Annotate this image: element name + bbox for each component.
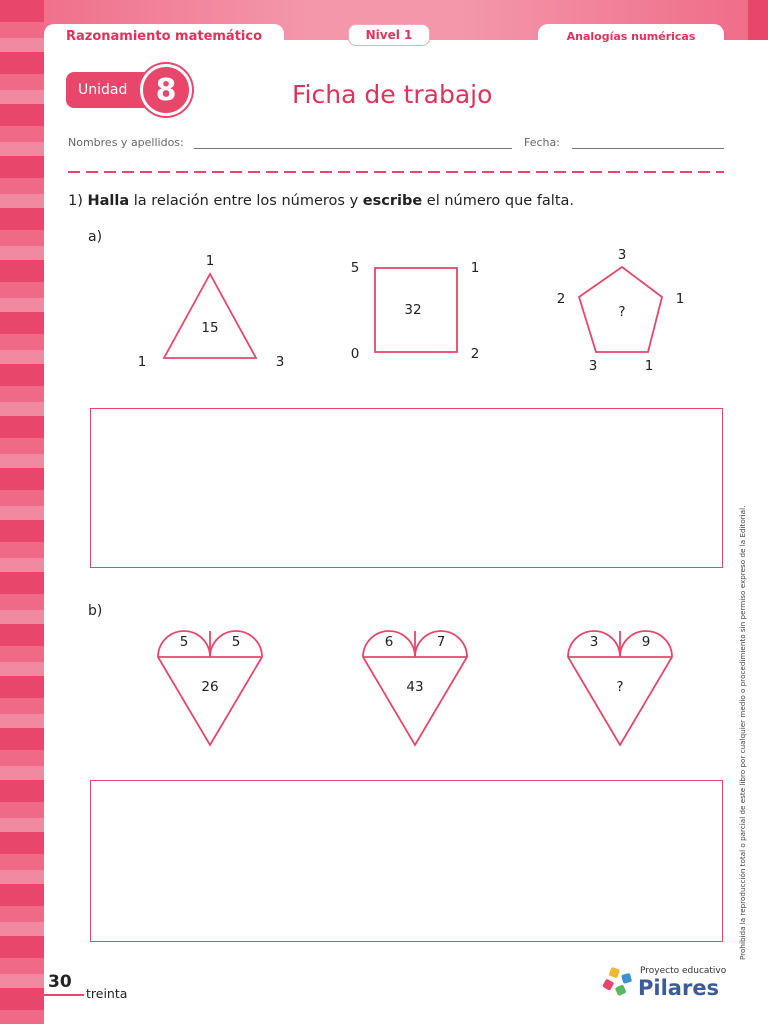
heart-3-center: ? — [616, 679, 624, 695]
name-label: Nombres y apellidos: — [68, 136, 184, 149]
heart-figure-2 — [361, 617, 471, 749]
part-b-label: b) — [88, 603, 103, 619]
heart-figure-3 — [566, 617, 676, 749]
date-label: Fecha: — [524, 136, 560, 149]
page-number: 30 — [48, 972, 72, 992]
name-field[interactable] — [194, 148, 512, 149]
question-number: 1) — [68, 193, 83, 209]
topic-tab: Analogías numéricas — [538, 24, 724, 48]
triangle-top: 1 — [205, 253, 215, 269]
unit-number: 8 — [140, 64, 192, 116]
legal-notice: Prohibida la reproducción total o parcial de este libro por cualquier medio o procedimiento sin permiso expreso de la Editorial. — [738, 505, 747, 960]
square-top-left: 5 — [350, 260, 360, 276]
heart-1-right: 5 — [231, 634, 241, 650]
pentagon-right: 1 — [675, 291, 685, 307]
square-bottom-left: 0 — [350, 346, 360, 362]
triangle-right: 3 — [275, 354, 285, 370]
heart-2-right: 7 — [436, 634, 446, 650]
triangle-center: 15 — [201, 320, 219, 336]
square-figure — [340, 252, 490, 368]
heart-1-left: 5 — [179, 634, 189, 650]
heart-1-center: 26 — [201, 679, 219, 695]
answer-box-b[interactable] — [90, 780, 723, 942]
pilares-logo-icon — [602, 966, 636, 1000]
heart-figure-1 — [156, 617, 266, 749]
heart-2-center: 43 — [406, 679, 424, 695]
square-center: 32 — [404, 302, 422, 318]
square-top-right: 1 — [470, 260, 480, 276]
question-bold-2: escribe — [362, 193, 423, 209]
answer-box-a[interactable] — [90, 408, 723, 568]
pentagon-left: 2 — [556, 291, 566, 307]
unit-label: Unidad — [78, 82, 128, 98]
brand-name: Pilares — [638, 976, 720, 1000]
heart-3-left: 3 — [589, 634, 599, 650]
level-tab: Nivel 1 — [348, 24, 430, 46]
brand-tagline: Proyecto educativo — [640, 966, 727, 976]
question-text-1: la relación entre los números y — [129, 193, 363, 209]
question-text — [68, 193, 574, 209]
question-bold-1: Halla — [87, 193, 130, 209]
heart-2-left: 6 — [384, 634, 394, 650]
triangle-shape — [164, 274, 256, 358]
right-band — [748, 0, 768, 40]
pentagon-bottom-left: 3 — [588, 358, 598, 374]
triangle-left: 1 — [137, 354, 147, 370]
part-a-label: a) — [88, 229, 103, 245]
square-bottom-right: 2 — [470, 346, 480, 362]
page-number-word: treinta — [86, 986, 128, 1001]
pentagon-center: ? — [618, 304, 626, 320]
page-number-underline — [44, 994, 84, 996]
pentagon-top: 3 — [617, 247, 627, 263]
left-band — [0, 0, 44, 1024]
date-field[interactable] — [572, 148, 724, 149]
question-text-2: el número que falta. — [422, 193, 575, 209]
pentagon-bottom-right: 1 — [644, 358, 654, 374]
pentagon-figure — [550, 242, 700, 378]
subject-tab: Razonamiento matemático — [44, 24, 284, 48]
triangle-figure — [130, 246, 300, 376]
page-title: Ficha de trabajo — [292, 80, 493, 109]
dashed-divider — [68, 171, 724, 173]
heart-3-right: 9 — [641, 634, 651, 650]
